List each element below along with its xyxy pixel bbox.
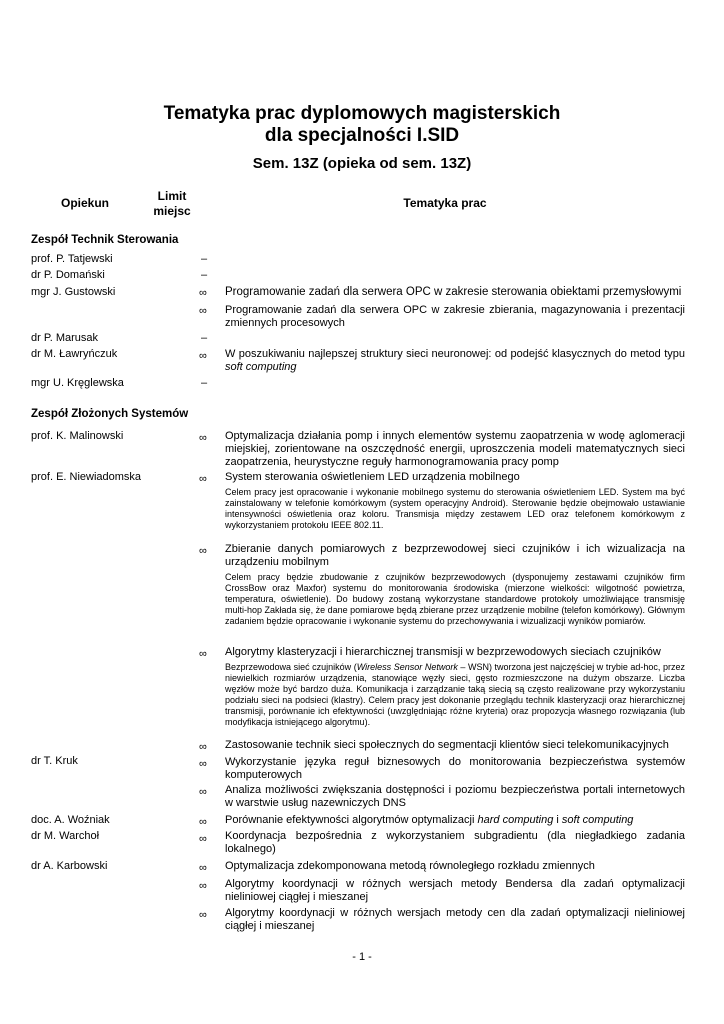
topic-title: Algorytmy koordynacji w różnych wersjach metody cen dla zadań optymalizacji nieliniowej ciągłej i mieszanej — [225, 907, 685, 932]
topic-title: Programowanie zadań dla serwera OPC w zakresie sterowania obiektami przemysłowymi — [225, 286, 682, 298]
supervisor-name: dr M. Ławryńczuk — [31, 348, 118, 360]
topic-title: Analiza możliwości zwiększania dostępności i poziomu bezpieczeństwa portali internetowych w warstwie usług nazewniczych DNS — [225, 784, 685, 809]
topic-description-text: – WSN) tworzona jest najczęściej w trybie ad-hoc, przez niewielkich rozmiarów urządzenia, stanowiące węzły sieci, gęsto rozmieszczone na dużym obszarze. Liczba węzłów może być bardzo duża. Komunikacja i zarządzanie taką siecią są często realizowane przy wykorzystaniu podziału sieci na podsieci (klastry). Celem pracy jest dokonanie przeglądu technik klasteryzacji oraz hierarchicznej transmisji, porównanie ich efektywności (uwzględniając różne kryteria) oraz propozycja własnego rozwiązania (lub modyfikacja istniejącego algorytmu). — [225, 662, 685, 727]
supervisor-name: mgr J. Gustowski — [31, 286, 116, 298]
topic-title: Zbieranie danych pomiarowych z bezprzewodowej sieci czujników i ich wizualizacja na urządzeniu mobilnym — [225, 543, 685, 568]
limit-value: ∞ — [199, 350, 207, 362]
supervisor-name: dr M. Warchoł — [31, 830, 100, 842]
topic-title: Algorytmy koordynacji w różnych wersjach metody Bendersa dla zadań optymalizacji nieliniowej ciągłej i mieszanej — [225, 878, 685, 903]
limit-value: ∞ — [199, 880, 207, 892]
topic-description-emphasis: Wireless Sensor Network — [356, 662, 458, 672]
topic-text: W poszukiwaniu najlepszej struktury sieci neuronowej: od podejść klasycznych do metod typu — [225, 348, 685, 360]
limit-value: ∞ — [199, 786, 207, 798]
topic-title — [225, 348, 685, 374]
limit-value: ∞ — [199, 287, 207, 299]
page-subtitle: Sem. 13Z (opieka od sem. 13Z) — [252, 155, 472, 172]
topic-title: Algorytmy klasteryzacji i hierarchicznej transmisji w bezprzewodowych sieciach czujników — [225, 646, 661, 658]
column-header-limit-line2: miejsc — [153, 204, 191, 218]
page-number: - 1 - — [352, 951, 372, 963]
topic-title: Optymalizacja zdekomponowana metodą równoległego rozkładu zmiennych — [225, 860, 595, 872]
supervisor-name: dr T. Kruk — [31, 755, 78, 767]
topic-title: Wykorzystanie języka reguł biznesowych do monitorowania bezpieczeństwa systemów komputerowych — [225, 756, 685, 781]
section-heading: Zespół Złożonych Systemów — [31, 408, 189, 420]
topic-description-text: Bezprzewodowa sieć czujników ( — [225, 662, 357, 672]
topic-title: Koordynacja bezpośrednia z wykorzystaniem subgradientu (dla niegładkiego zadania lokalnego) — [225, 830, 685, 855]
page-title-line-2: dla specjalności I.SID — [264, 125, 460, 146]
topic-title: System sterowania oświetleniem LED urządzenia mobilnego — [225, 471, 520, 483]
column-header-limit-line1: Limit — [157, 189, 187, 203]
limit-value: – — [201, 332, 208, 344]
limit-value: ∞ — [199, 741, 207, 753]
limit-value: ∞ — [199, 758, 207, 770]
limit-value: – — [201, 253, 208, 265]
topic-title — [225, 814, 685, 827]
supervisor-name: dr A. Karbowski — [31, 860, 108, 872]
topic-title: Zastosowanie technik sieci społecznych do segmentacji klientów sieci telekomunikacyjnych — [225, 739, 669, 751]
supervisor-name: dr P. Marusak — [31, 332, 99, 344]
topic-title: Programowanie zadań dla serwera OPC w zakresie zbierania, magazynowania i prezentacji zmiennych procesowych — [225, 304, 685, 329]
limit-value: – — [201, 269, 208, 281]
supervisor-name: doc. A. Woźniak — [31, 814, 110, 826]
topic-title: Optymalizacja działania pomp i innych elementów systemu zaopatrzenia w wodę aglomeracji miejskiej, zorientowane na oszczędność energii, uproszczenia modeli matematycznych sieci zaopatrzenia, heurystyczne reguły harmonogramowania pracy pomp — [225, 430, 685, 468]
topic-text: Porównanie efektywności algorytmów optymalizacji — [225, 814, 478, 826]
limit-value: ∞ — [199, 648, 207, 660]
column-header-limit — [140, 189, 204, 219]
supervisor-name: dr P. Domański — [31, 269, 105, 281]
limit-value: ∞ — [199, 833, 207, 845]
topic-description: Celem pracy będzie zbudowanie z czujników bezprzewodowych (dysponujemy zestawami czujników firm CrossBow oraz Maxfor) systemu do monitorowania środowiska (mierzone wielkości: wilgotność powietrza, temperatura, oświetlenie). Do budowy zostaną wykorzystane standardowe protokoły umożliwiające transmisję multi-hop Zakłada się, że dane pomiarowe będą zbierane przez urządzenie mobilne (telefon komórkowy). Głównym zadaniem będzie opracowanie i wykonanie systemu do przechowywania i wizualizacji wyników pomiarów. — [225, 572, 685, 626]
supervisor-name: prof. K. Malinowski — [31, 430, 124, 442]
column-header-tematyka: Tematyka prac — [403, 196, 487, 210]
limit-value: ∞ — [199, 545, 207, 557]
limit-value: ∞ — [199, 432, 207, 444]
supervisor-name: mgr U. Kręglewska — [31, 377, 124, 389]
supervisor-name: prof. P. Tatjewski — [31, 253, 113, 265]
topic-description — [225, 662, 685, 728]
topic-text: i — [553, 814, 562, 826]
limit-value: – — [201, 377, 208, 389]
topic-description: Celem pracy jest opracowanie i wykonanie mobilnego systemu do sterowania oświetleniem LED. System ma być zainstalowany w telefonie komórkowym (system operacyjny Android). Sterowanie będzie obejmowało ustawianie intensywności oświetlenia oraz koloru. Transmisja między zestawem LED oraz telefonem komórkowym z wykorzystaniem protokołu IEEE 802.11. — [225, 487, 685, 530]
supervisor-name: prof. E. Niewiadomska — [31, 471, 142, 483]
topic-text-emphasis: soft computing — [561, 814, 634, 826]
limit-value: ∞ — [199, 909, 207, 921]
page-title-line-1: Tematyka prac dyplomowych magisterskich — [163, 103, 561, 124]
topic-text-emphasis: soft computing — [225, 361, 297, 373]
column-header-opiekun: Opiekun — [60, 196, 109, 210]
limit-value: ∞ — [199, 862, 207, 874]
limit-value: ∞ — [199, 473, 207, 485]
topic-text-emphasis: hard computing — [477, 814, 554, 826]
limit-value: ∞ — [199, 816, 207, 828]
limit-value: ∞ — [199, 305, 207, 317]
section-heading: Zespół Technik Sterowania — [31, 234, 179, 246]
